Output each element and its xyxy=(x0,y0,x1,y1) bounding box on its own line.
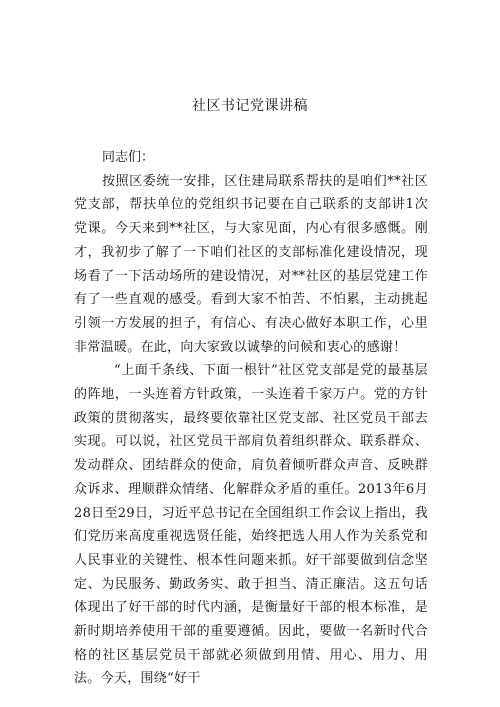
document-body xyxy=(74,146,428,691)
salutation: 同志们： xyxy=(102,150,155,165)
paragraph-1: 按照区委统一安排，区住建局联系帮扶的是咱们**社区党支部，帮扶单位的党组织书记要在自己联系的支部讲1次党课。今天来到**社区，与大家见面，内心有很多感慨。刚才，我初步了解了一下咱们社区的支部标准化建设情况，现场看了一下活动场所的建设情况，对**社区的基层党建工作有了一些直观的感受。看到大家不怕苦、不怕累，主动挑起引领一方发展的担子，有信心、有决心做好本职工作，心里非常温暖。在此，向大家致以诚挚的问候和衷心的感谢！ xyxy=(74,173,428,355)
paragraph-2: “上面千条线、下面一根针”社区党支部是党的最基层的阵地，一头连着方针政策，一头连着千家万户。党的方针政策的贯彻落实，最终要依靠社区党支部、社区党员干部去实现。可以说，社区党员干部肩负着组织群众、联系群众、发动群众、团结群众的使命，肩负着倾听群众声音、反映群众诉求、理顺群众情绪、化解群众矛盾的重任。2013年6月28日至29日，习近平总书记在全国组织工作会议上指出，我们党历来高度重视选贤任能，始终把选人用人作为关系党和人民事业的关键性、根本性问题来抓。好干部要做到信念坚定、为民服务、勤政务实、敢于担当、清正廉洁。这五句话体现出了好干部的时代内涵，是衡量好干部的根本标准，是新时期培养使用干部的重要遵循。因此，要做一名新时代合格的社区基层党员干部就必须做到用情、用心、用力、用法。今天，围绕“好干 xyxy=(74,363,428,687)
document-title: 社区书记党课讲稿 xyxy=(192,98,308,114)
